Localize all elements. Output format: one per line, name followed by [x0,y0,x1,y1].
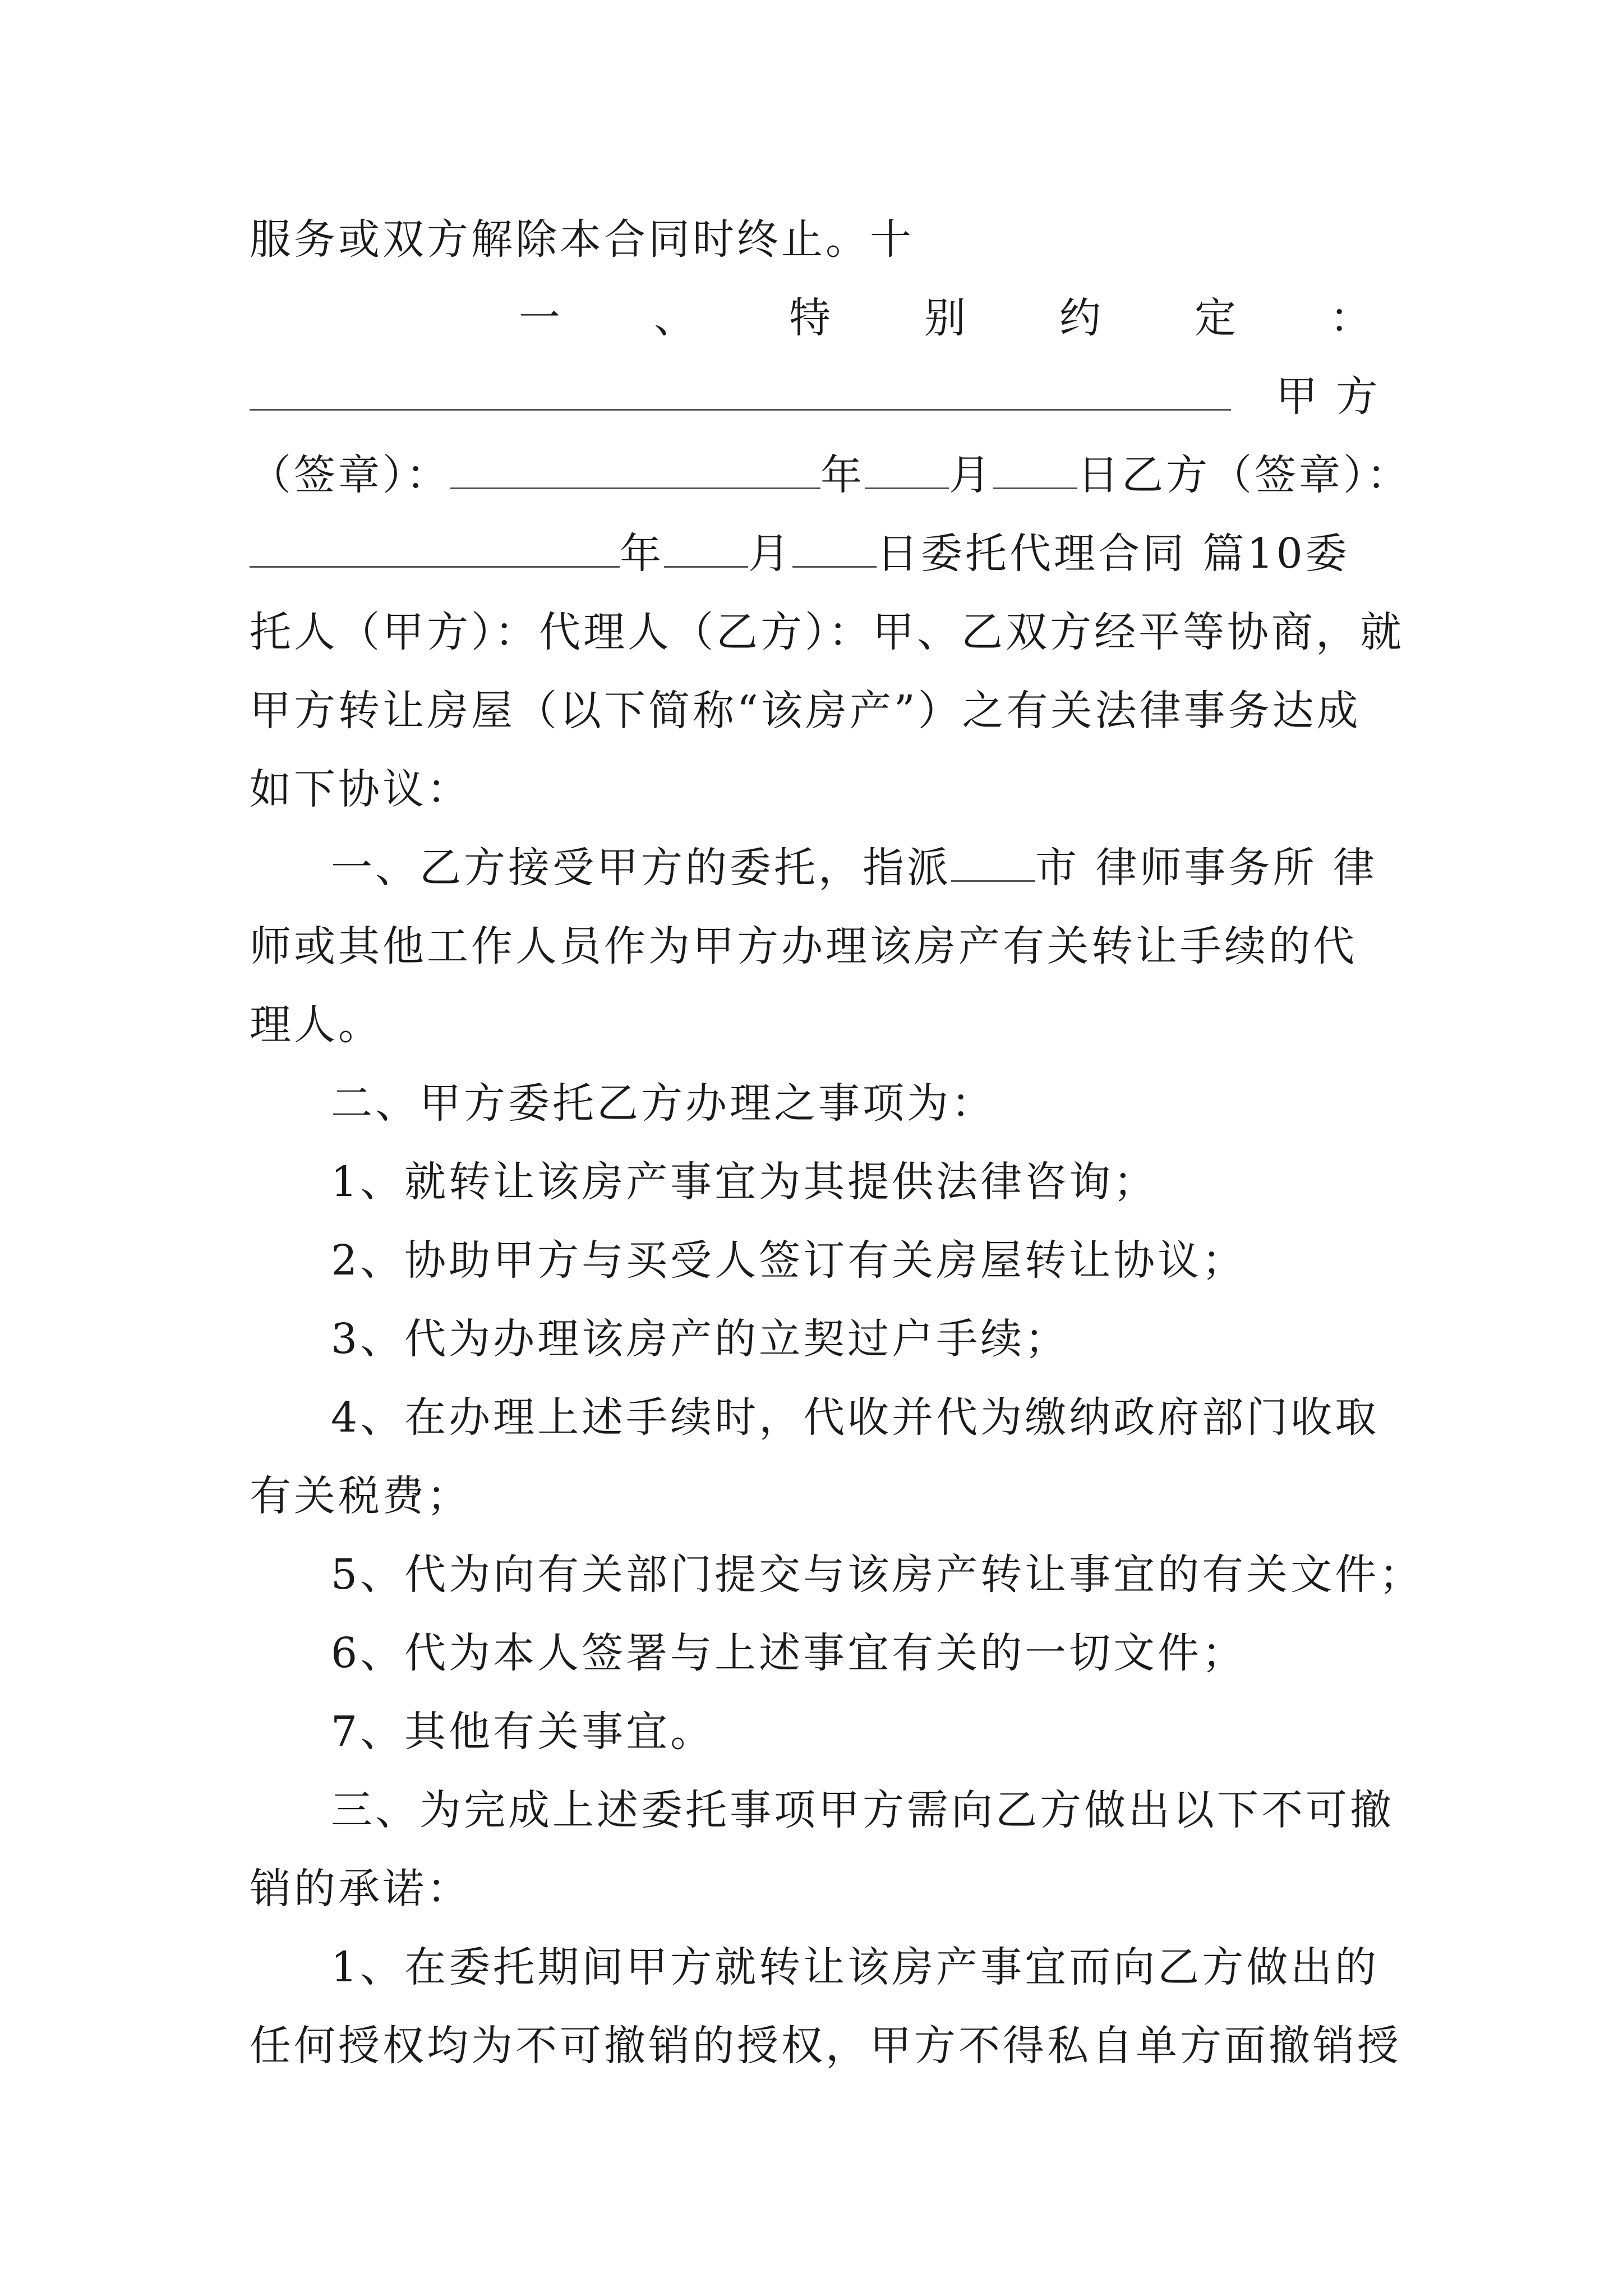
text-line-20 [331,1701,1377,1763]
text-line-11 [250,994,1377,1056]
line-text: 3、代为办理该房产的立契过户手续； [331,1315,1069,1363]
heading-char: ： [1330,294,1374,342]
line-text: 年 [620,530,664,578]
text-line-10 [250,915,1377,977]
line-text: 二、甲方委托乙方办理之事项为： [331,1079,995,1128]
line-text: 年 [820,451,865,499]
heading-char: 一 [519,294,563,342]
blank-underline [250,524,620,568]
blank-underline [951,839,1035,882]
line-text: 师或其他工作人员作为甲方办理该房产有关转让手续的代 [250,922,1357,970]
text-line-23 [331,1936,1380,1998]
line-text: 6、代为本人签署与上述事宜有关的一切文件； [331,1629,1247,1677]
text-line-15 [331,1308,1377,1370]
heading-char: 定 [1195,294,1239,342]
line-text: 4、在办理上述手续时，代收并代为缴纳政府部门收取 [331,1393,1380,1442]
text-line-19 [331,1622,1377,1684]
blank-underline [993,446,1077,489]
line-text: 1、在委托期间甲方就转让该房产事宜而向乙方做出的 [331,1943,1380,1991]
line-text: 有关税费； [250,1472,471,1520]
blank-underline [664,524,748,568]
line-text: 月 [748,530,792,578]
line-text: 市 律师事务所 律 [1035,844,1378,892]
blank-underline [450,446,820,489]
text-line-24 [250,2015,1401,2077]
line-text: 月 [949,451,993,499]
line-text: 5、代为向有关部门提交与该房产转让事宜的有关文件； [331,1550,1424,1599]
line-text: 日乙方（签章）： [1077,451,1411,499]
line-text: 2、协助甲方与买受人签订有关房屋转让协议； [331,1236,1247,1285]
heading-char: 约 [1059,294,1104,342]
blank-underline [792,524,877,568]
text-line-6 [250,601,1404,663]
text-line-5 [250,523,1377,585]
text-line-8 [250,758,1377,820]
line-text: 销的承诺： [250,1865,471,1913]
text-line-16 [331,1387,1380,1448]
line-text: （签章）： [250,451,450,499]
text-line-13 [331,1151,1377,1213]
line-text: 如下协议： [250,765,471,813]
text-line-4 [250,444,1411,506]
text-line-21 [331,1779,1394,1841]
line-text: 服务或双方解除本合同时终止。十 [250,215,914,264]
line-text: 7、其他有关事宜。 [331,1708,715,1756]
line-text: 甲 方 [1276,372,1381,421]
text-line-3 [250,366,1381,427]
line-text: 三、为完成上述委托事项甲方需向乙方做出以下不可撤 [331,1786,1394,1834]
text-line-22 [250,1858,1377,1920]
heading-char: 、 [654,294,698,342]
text-line-17 [250,1465,1377,1527]
text-line-18 [331,1544,1424,1605]
blank-underline [250,367,1231,411]
text-line-1 [250,209,1377,270]
line-text: 托人（甲方）：代理人（乙方）：甲、乙双方经平等协商，就 [250,608,1404,656]
line-text: 理人。 [250,1001,382,1049]
section-heading-special-terms [519,287,1374,349]
heading-char: 别 [924,294,969,342]
text-line-7 [250,680,1377,742]
text-line-12 [331,1073,1377,1134]
blank-underline [865,446,949,489]
line-text: 任何授权均为不可撤销的授权，甲方不得私自单方面撤销授 [250,2022,1401,2070]
line-text: 1、就转让该房产事宜为其提供法律咨询； [331,1158,1158,1206]
text-line-9 [331,837,1377,899]
line-text: 日委托代理合同 篇10委 [877,530,1350,578]
text-line-14 [331,1230,1377,1291]
line-text: 甲方转让房屋（以下简称“该房产”）之有关法律事务达成 [250,687,1361,735]
line-text: 一、乙方接受甲方的委托，指派 [331,844,951,892]
heading-char: 特 [789,294,833,342]
